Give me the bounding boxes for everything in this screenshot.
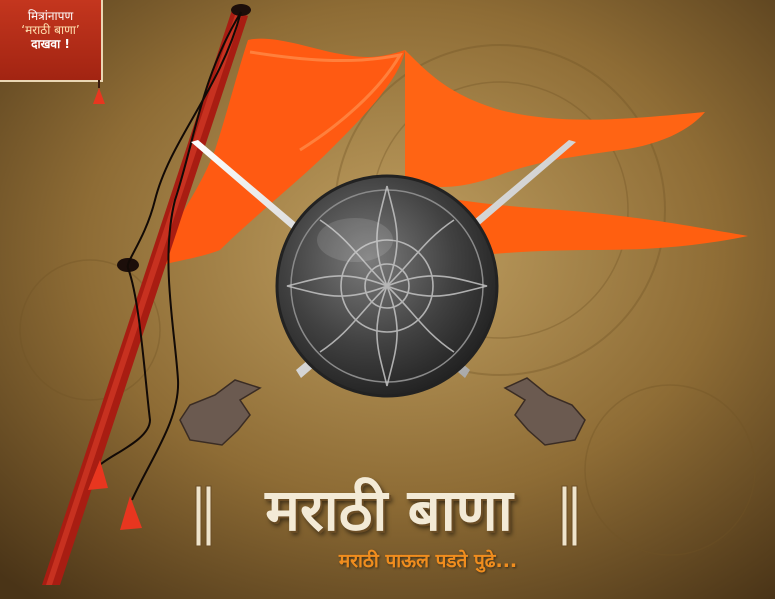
badge-line-2: ‘मराठी बाणा’	[21, 23, 80, 37]
badge-line-3: दाखवा !	[31, 37, 70, 51]
share-badge[interactable]	[0, 0, 103, 82]
badge-tassel-icon	[90, 80, 108, 106]
shield-icon	[277, 176, 497, 396]
tagline: मराठी पाऊल पडते पुढे...	[338, 550, 518, 572]
page-title: मराठी बाणा	[265, 476, 513, 544]
badge-line-1: मित्रांनापण	[27, 9, 74, 23]
